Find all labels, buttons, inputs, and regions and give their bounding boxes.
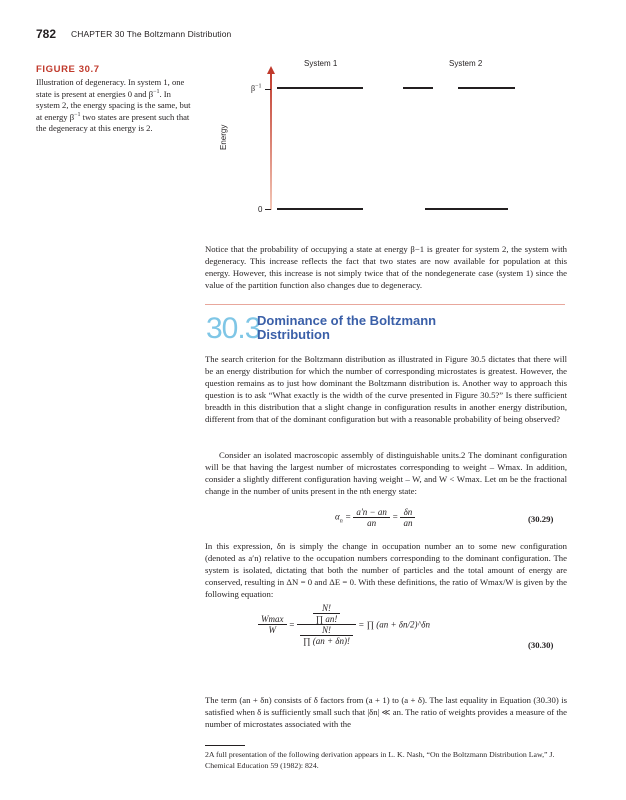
page-number: 782 [36,27,57,41]
system2-level-lower [425,208,508,210]
paragraph-search-criterion: The search criterion for the Boltzmann distribution as illustrated in Figure 30.5 dictates that there will be an energy distribution for which the number of corresponding microstates is greatest. However, the question remains as to just how dominant the Boltzmann distribution is. Another way to approach this question is to ask “What exactly is the width of the curve presented in Figure 30.5?” Is there sufficient breadth in this distribution that a slight change in configuration results in another energy distribution, different from that of the dominant configuration but with a reasonable probability of being observed? [205,354,567,424]
footnote-rule [205,745,245,746]
tick-label-beta: $\beta^{-1}$ [251,83,262,93]
equation-30-30: $\frac{Wmax}{W}$ = $\frac{\frac{N!}{\prod an!}}{\frac{N!}{\prod (an + \delta n)!}}$ = ∏ (an + δn/2)^δn [258,603,430,646]
figure-caption: Illustration of degeneracy. In system 1, one state is present at energies 0 and $\beta^{-1}$. In system 2, the energy spacing is the same, but at energy $\beta^{-1}$ two states are present such that the degeneracy at this energy is 2. [36,77,191,133]
equation-number-30-29: (30.29) [528,514,554,524]
section-rule [205,304,565,305]
equation-number-30-30: (30.30) [528,640,554,650]
system2-level-upper-b [458,87,515,89]
figure-label: FIGURE 30.7 [36,64,100,75]
tick-label-zero: 0 [258,205,263,214]
tick-beta [265,89,271,90]
section-title: Dominance of the Boltzmann Distribution [257,313,437,342]
system2-label: System 2 [449,59,483,68]
paragraph-expression: In this expression, δn is simply the change in occupation number an to some new configuration (denoted as a′n) relative to the occupation numbers corresponding to the dominant configuration. The system is isolated, dictating that both the number of particles and the total amount of energy are conserved, resulting in ΔN = 0 and ΔE = 0. With these definitions, the ratio of Wmax/W is given by the following equation: [205,541,567,599]
paragraph-term: The term (an + δn) consists of δ factors from (a + 1) to (a + δ). The last equality in Equation (30.30) is satisfied when δ is sufficiently small such that |δn| ≪ an. The ratio of weights provides a measure of the number of microstates associated with the [205,695,567,729]
paragraph-isolated-assembly: Consider an isolated macroscopic assembly of distinguishable units.2 The dominant configuration will be that having the largest number of microstates corresponding to weight – Wmax. In addition, consider a slightly different configuration having weight – W, and W < Wmax. Let αn be the fractional change in the number of units present in the nth energy state: [205,450,567,496]
tick-zero [265,209,271,210]
energy-axis-label: Energy [219,124,228,150]
energy-arrowhead [267,66,275,74]
footnote: 2A full presentation of the following derivation appears in L. K. Nash, “On the Boltzmann Distribution Law,” J. Chemical Education 59 (1982): 824. [205,750,555,770]
system1-level-lower [277,208,363,210]
system1-level-upper [277,87,363,89]
paragraph-degeneracy: Notice that the probability of occupying a state at energy β−1 is greater for system 2, the system with degeneracy. This increase reflects the fact that two states are now available for population at this energy. However, this increase is not simply twice that of the nondegenerate case (system 1) since the value of the partition function also changes due to degeneracy. [205,244,567,290]
section-number: 30.3 [206,312,261,345]
equation-30-29: $\alpha_n$ = $\frac{a'n - an}{an}$ = $\frac{\delta n}{an}$ [335,507,415,528]
system2-level-upper-a [403,87,433,89]
system1-label: System 1 [304,59,338,68]
running-title: CHAPTER 30 The Boltzmann Distribution [71,29,232,39]
